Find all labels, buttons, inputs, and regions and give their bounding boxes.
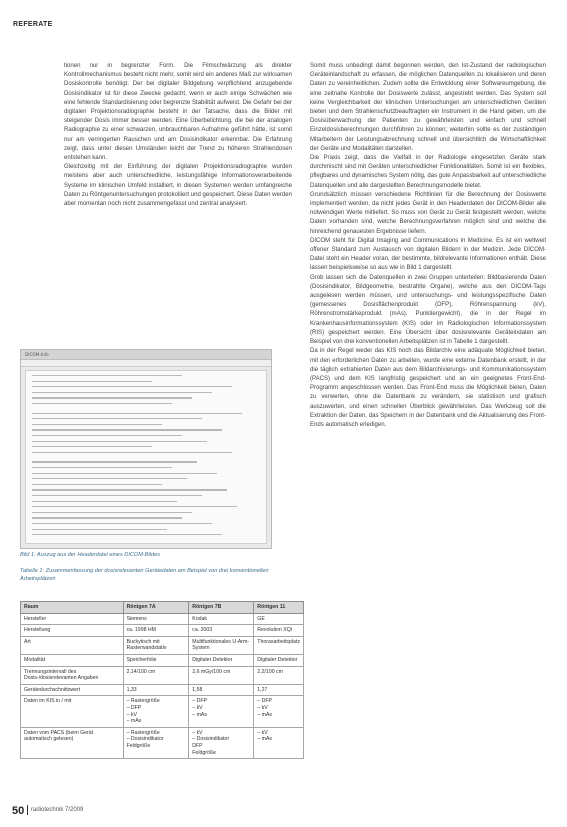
table-cell: Buckytisch mit Rasterwandstativ [123, 636, 189, 654]
table-cell: – DFP – kV – mAs [254, 696, 304, 727]
table-row [21, 613, 304, 625]
table-cell: GE [254, 613, 304, 625]
screenshot-text-line [32, 452, 232, 453]
screenshot-text-line [32, 375, 182, 376]
screenshot-text-line [32, 392, 212, 393]
screenshot-text-line [32, 413, 242, 414]
screenshot-text-line [32, 418, 202, 419]
table-cell: – kV – Dosisindikator DFP Feldgröße [189, 727, 254, 758]
screenshot-text-line [32, 501, 177, 502]
table-row [21, 666, 304, 684]
page-number: 50 [12, 805, 25, 817]
table-row [21, 696, 304, 727]
table-row [21, 654, 304, 666]
table-cell: Digitaler Detektor [254, 654, 304, 666]
screenshot-text-line [32, 495, 202, 496]
screenshot-text-line [32, 506, 237, 507]
table-cell: Multifunktionales U-Arm-System [189, 636, 254, 654]
paragraph: Somit muss unbedingt damit begonnen werden, den Ist-Zustand der radiologischen Geräteinlandschaft zu erfassen, die möglichen Datenquellen zu lokalisieren und deren Daten zu vereinheitlichen. Zudem sollte die Entwicklung einer Softwareumgebung, die eine zeitnahe Kontrolle der Dosiswerte zulässt, angestrebt werden. Das System soll keine Vergleichbarkeit der klinischen Untersuchungen am unterschiedlichen Geräten bieten und dem Strahlenschutzbeauftragten ein Instrument in die Hand geben, um die Dosisüberwachung der Patienten zu gewährleisten und einfach und schnell Einzeldosisberechnungen durchführen zu können; weiterhin sollte es der zuständigen Mitarbeitern der Leistungsabrechnung schnell und übersichtlich die Wirtschaftlichkeit der Geräte und Modalitäten darstellen. [310, 63, 546, 152]
table-cell: Gerätedurchschnittswert [21, 684, 124, 696]
paragraph: Gleichzeitig mit der Einführung der digitalen Projektionsradiographie wurden meistens aber auch unterschiedliche, leistungsfähige Informationsverarbeitende Systeme im klinischen Umfeld installiert, in diesen Systemen werden umfangreiche Daten zu Röntgenuntersuchungen protokolliert und gespeichert. Diese Daten werden aber momentan noch nicht zusammengefasst und zentral analysiert. [64, 164, 292, 208]
table-header-cell: Röntgen 7A [123, 602, 189, 614]
table-cell: – Rastergröße – DFP – kV – mAs [123, 696, 189, 727]
screenshot-text-line [32, 523, 212, 524]
paragraph: tionen nur in begrenzter Form. Die Filmschwärzung als direkter Kontrollmechanismus besteht nicht mehr, somit wird ein anderes Maß zur wirksamen Dosiskontrolle benötigt. Der bei digitaler Bildgebung verpflichtend anzugebende Dosisindikator ist für diese Zwecke gedacht, wenn er auch einige Schwächen wie eine fehlende Standardisierung oder begrenzte Stabilität aufweist. Die Gefahr bei der digitalen Projektionsradiographie besteht in der Tatsache, dass die Bilder mit steigender Dosis immer besser werden. Eine Überbelichtung, die bei der analogen Radiographie zu einer schwarzen, unbrauchbaren Aufnahme geführt hätte, ist somit nur am verringerten Rauschen und am Dosisindikator erkennbar. Die Erfahrung zeigt, dass unter diesen Umständen leicht der Trend zu höheren Strahlendosen entstehen kann. [64, 63, 292, 162]
screenshot-text-line [32, 441, 207, 442]
table-cell: – Rastergröße – Dosisindikator Feldgröße [123, 727, 189, 758]
dicom-header-screenshot [20, 349, 272, 549]
screenshot-content [25, 370, 267, 544]
table-cell: 2,2/100 cm [254, 666, 304, 684]
right-text-column [310, 62, 546, 430]
left-text-column [64, 62, 292, 209]
table-cell: 1,58 [189, 684, 254, 696]
paragraph: Grob lassen sich die Datenquellen in zwei Gruppen unterteilen: Bildbasierende Daten (Dosisindikator, Bildgeometrie, bestrahlte Organe), welche aus den DICOM-Tags ausgelesen werden müssen, und untersuchungs- und leistungsspezifische Daten (gemessenes Dosisflächenprodukt (DFP), Röhrenspannung (kV), Röhrenstromstärkeprodukt (mAs), Punktiergewicht), die in der Regel im Krankenhausinformationssystem (KIS) oder im Radiologischen Informationssystem (RIS) gespeichert werden. Eine Übersicht über dosisrelevante Geräteindaten am Beispiel von drei konventionellen Arbeitsplätzen ist in Tabelle 1 dargestellt. [310, 274, 546, 346]
table-cell: Hersteller [21, 613, 124, 625]
screenshot-text-line [32, 435, 182, 436]
table-cell: – kV – mAs [254, 727, 304, 758]
table-cell: Daten vom PACS (beim Gerät automatisch gelesen) [21, 727, 124, 758]
screenshot-text-line [32, 429, 222, 430]
table-cell: Art [21, 636, 124, 654]
paragraph: Da in der Regel weder das KIS noch das Bildarchiv eine adäquate Möglichkeit bieten, mit den erforderlichen Daten zu arbeiten, wurde eine externe Datenbank erstellt, in der die täglich extrahierten Daten aus dem Bildarchivierungs- und Kommunikationssystem (PACS) und dem KIS langfristig gespeichert und an ein geeignetes Front-End-Programm angeschlossen werden. Das Front-End muss die Möglichkeit bieten, Daten zu verwerten, ohne die Datenbank zu verändern, sie statistisch und grafisch auszuwerten, und einen schnellen Überblick gewährleisten. Das Werkzeug soll die Extraktion der Daten, das Speichern in der Datenbank und die Aktualisierung des Front-Ends automatisch erledigen. [310, 348, 546, 428]
table-cell: 1,27 [254, 684, 304, 696]
table-header-cell: Röntgen 11 [254, 602, 304, 614]
table-cell: 1,33 [123, 684, 189, 696]
table-header-row [21, 602, 304, 614]
screenshot-text-line [32, 446, 152, 447]
screenshot-text-line [32, 397, 192, 398]
screenshot-text-line [32, 473, 217, 474]
screenshot-text-line [32, 517, 182, 518]
table-row [21, 684, 304, 696]
table-cell: ca. 1998 HM [123, 625, 189, 637]
paragraph: Grundsätzlich müssen verschiedene Richtlinien für die Berechnung der Dosiswerte implementiert werden, da nicht jedes Gerät in den Headerdaten der DICOM-Bilder alle notwendigen Werte mitliefert. So muss von Gerät zu Gerät festgestellt werden, welche Daten vorhanden sind, welche Berechnungsverfahren möglich sind und welche die hinreichend genauesten Ergebnisse liefern. [310, 191, 546, 235]
screenshot-text-line [32, 534, 222, 535]
section-header: REFERATE [13, 21, 53, 28]
table-row [21, 636, 304, 654]
table-cell: Trennungsintervall des Dosis-/dosisrelevanten Angaben [21, 666, 124, 684]
screenshot-text-line [32, 467, 172, 468]
table-header-cell: Raum [21, 602, 124, 614]
table-cell: 2,6 mGy/100 cm [189, 666, 254, 684]
paragraph: DICOM steht für Digital Imaging and Communications in Medicine. Es ist ein weltweit offener Standard zum Austausch von digitalen Bildern in der Medizin. Jede DICOM-Datei steht ein Header voran, der bestimmte, bildrelevante Informationen enthält. Diese lassen beispielsweise so aus wie in Bild 1 dargestellt. [310, 237, 546, 272]
table-header-cell: Röntgen 7B [189, 602, 254, 614]
figure-caption: Bild 1: Auszug aus der Headerdatei eines DICOM-Bildes [20, 552, 161, 558]
table-cell: Herstellung [21, 625, 124, 637]
table-row [21, 625, 304, 637]
footer-divider [27, 805, 28, 815]
screenshot-text-line [32, 403, 172, 404]
screenshot-titlebar: DICOM-Info [21, 350, 271, 360]
table-cell: Speicherfolie [123, 654, 189, 666]
table-title: Tabelle 1: Zusammenfassung der dosisrelevanten Gerätedaten am Beispiel von drei konventionellen Arbeitsplätzen [20, 568, 269, 583]
screenshot-text-line [32, 489, 227, 490]
table-cell: Revolution XQi [254, 625, 304, 637]
table-cell: Digitaler Detektor [189, 654, 254, 666]
screenshot-text-line [32, 461, 197, 462]
comparison-table [20, 601, 304, 759]
screenshot-text-line [32, 529, 167, 530]
screenshot-text-line [32, 484, 162, 485]
table-cell: Modalität [21, 654, 124, 666]
journal-name: radiotechnik 7/2009 [31, 807, 84, 813]
table-cell: Kodak [189, 613, 254, 625]
screenshot-text-line [32, 386, 232, 387]
paragraph: Die Praxis zeigt, dass die Vielfalt in der Radiologie eingesetzten Geräte stark durchmischt sind mit Geräten unterschiedlicher Funktionalitäten. Somit ist ein flexibles, pflegbares und dynamisches System nötig, das gute Anpassbarkeit auf unterschiedliche Datenquellen und alle dargestellten Berechnungsmodelle bietet. [310, 155, 546, 189]
table-cell: Siemens [123, 613, 189, 625]
table-row [21, 727, 304, 758]
table-cell: Daten im KIS in / mit [21, 696, 124, 727]
table-cell: ca. 2003 [189, 625, 254, 637]
table-cell: Thoraxarbeitsplatz [254, 636, 304, 654]
table-cell: 2,14/100 cm [123, 666, 189, 684]
screenshot-text-line [32, 424, 162, 425]
screenshot-menubar [21, 360, 271, 367]
screenshot-text-line [32, 478, 187, 479]
screenshot-text-line [32, 512, 192, 513]
screenshot-text-line [32, 381, 152, 382]
table-cell: – DFP – kV – mAs [189, 696, 254, 727]
